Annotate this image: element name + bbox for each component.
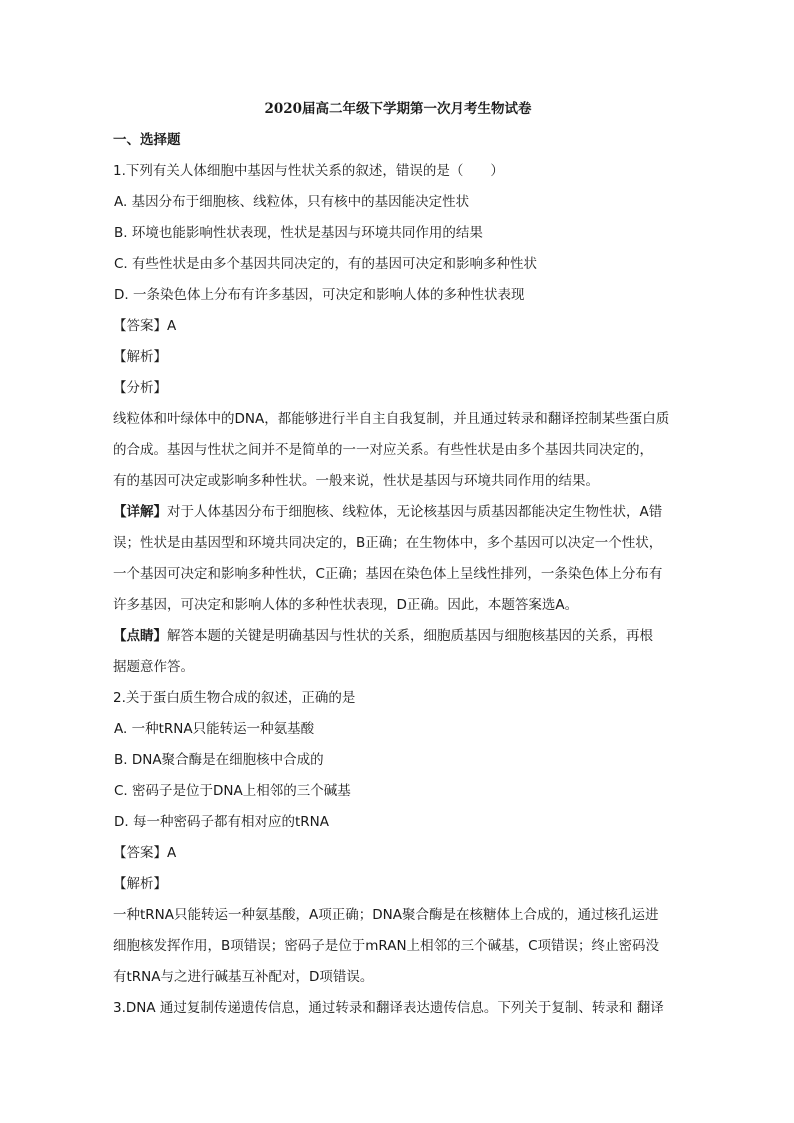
- question-1-option-c: C. 有些性状是由多个基因共同决定的，有的基因可决定和影响多种性状: [114, 256, 538, 272]
- question-1-tip-label: 【点睛】: [113, 628, 167, 644]
- question-1-tip-line: [113, 621, 683, 652]
- question-2-option-b: B. DNA聚合酶是在细胞核中合成的: [114, 752, 324, 768]
- question-1-detail-text: 对于人体基因分布于细胞核、线粒体，无论核基因与质基因都能决定生物性状，A错: [167, 504, 663, 520]
- question-1-analysis-label: 【解析】: [113, 349, 167, 365]
- question-1-fenxi-line: 的合成。基因与性状之间并不是简单的一一对应关系。有些性状是由多个基因共同决定的，: [113, 442, 653, 458]
- question-1-stem: 1.下列有关人体细胞中基因与性状关系的叙述，错误的是（ ）: [113, 163, 504, 179]
- question-2-answer: 【答案】A: [113, 845, 177, 861]
- question-1-fenxi-line: 线粒体和叶绿体中的DNA，都能够进行半自主自我复制，并且通过转录和翻译控制某些蛋白质: [113, 411, 670, 427]
- document-page: [113, 94, 683, 1024]
- section-heading: 一、选择题: [113, 132, 181, 148]
- question-1-option-b: B. 环境也能影响性状表现，性状是基因与环境共同作用的结果: [114, 225, 483, 241]
- question-1-tip-line: 据题意作答。: [113, 659, 194, 675]
- question-2-option-c: C. 密码子是位于DNA上相邻的三个碱基: [114, 783, 351, 799]
- question-1-option-d: D. 一条染色体上分布有许多基因，可决定和影响人体的多种性状表现: [114, 287, 525, 303]
- question-2-analysis-line: 有tRNA与之进行碱基互补配对，D项错误。: [113, 969, 374, 985]
- question-2-analysis-label: 【解析】: [113, 876, 167, 892]
- question-1-answer: 【答案】A: [113, 318, 177, 334]
- question-1-tip-text: 解答本题的关键是明确基因与性状的关系，细胞质基因与细胞核基因的关系，再根: [167, 628, 653, 644]
- question-3-stem: 3.DNA 通过复制传递遗传信息，通过转录和翻译表达遗传信息。下列关于复制、转录和 翻译: [113, 1000, 664, 1016]
- question-1-detail-line: 误；性状是由基因型和环境共同决定的，B正确；在生物体中，多个基因可以决定一个性状，: [113, 535, 663, 551]
- question-1-option-a: A. 基因分布于细胞核、线粒体，只有核中的基因能决定性状: [114, 194, 470, 210]
- question-1-detail-line: 一个基因可决定和影响多种性状，C正确；基因在染色体上呈线性排列，一条染色体上分布有: [113, 566, 663, 582]
- question-2-option-d: D. 每一种密码子都有相对应的tRNA: [114, 814, 329, 830]
- question-1-detail-line: [113, 497, 683, 528]
- question-2-stem: 2.关于蛋白质生物合成的叙述，正确的是: [113, 690, 356, 706]
- question-1-fenxi-line: 有的基因可决定或影响多种性状。一般来说，性状是基因与环境共同作用的结果。: [113, 473, 599, 489]
- question-2-analysis-line: 一种tRNA只能转运一种氨基酸，A项正确；DNA聚合酶是在核糖体上合成的，通过核孔运进: [113, 907, 659, 923]
- question-1-detail-line: 许多基因，可决定和影响人体的多种性状表现，D正确。因此，本题答案选A。: [113, 597, 579, 613]
- question-2-option-a: A. 一种tRNA只能转运一种氨基酸: [114, 721, 315, 737]
- question-1-fenxi-label: 【分析】: [113, 380, 167, 396]
- question-2-analysis-line: 细胞核发挥作用，B项错误；密码子是位于mRAN上相邻的三个碱基，C项错误；终止密码没: [113, 938, 660, 954]
- document-title: 2020届高二年级下学期第一次月考生物试卷: [264, 101, 532, 117]
- question-1-detail-label: 【详解】: [113, 504, 167, 520]
